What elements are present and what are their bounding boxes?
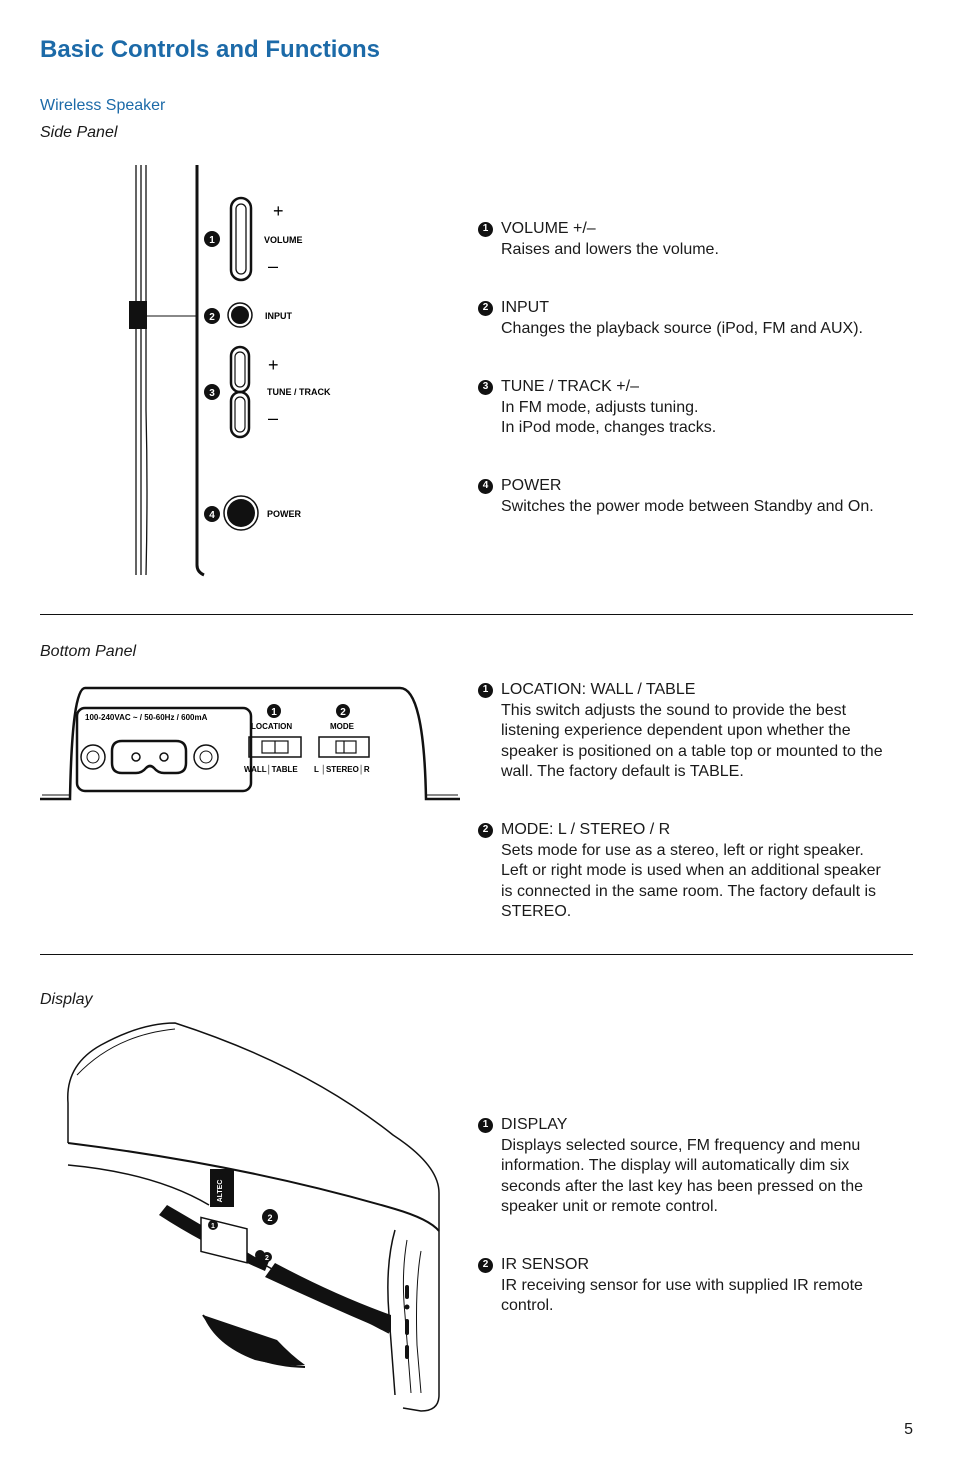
page-title: Basic Controls and Functions [40, 36, 381, 63]
number-badge: 1 [478, 683, 493, 698]
number-badge: 2 [478, 1258, 493, 1273]
volume-minus-label: – [268, 256, 279, 276]
section-divider [40, 954, 913, 955]
item-text: Switches the power mode between Standby and On. [501, 497, 874, 515]
callout-2: 2 [267, 1213, 273, 1223]
item-text: IR receiving sensor for use with supplied IR remote [501, 1276, 863, 1294]
side-panel-title: Side Panel [40, 124, 118, 141]
item-text: control. [501, 1297, 554, 1314]
tune-track-label: TUNE / TRACK [267, 387, 331, 397]
item-text: listening experience dependent upon whether the [501, 722, 851, 739]
item-text: information. The display will automatically dim six [501, 1157, 850, 1174]
tune-plus-label: + [268, 355, 279, 375]
wall-table-label: WALL│TABLE [244, 765, 298, 774]
item-text: Left or right mode is used when an additional speaker [501, 862, 881, 879]
side-item-power [478, 476, 908, 517]
callout-1-small: 1 [211, 1223, 215, 1230]
mode-label: MODE [330, 722, 354, 731]
number-badge: 3 [478, 380, 493, 395]
callout-3: 3 [209, 388, 215, 399]
display-item-display [478, 1115, 908, 1218]
bottom-item-location [478, 680, 908, 783]
item-heading: MODE: L / STEREO / R [501, 821, 671, 838]
item-text: is connected in the same room. The factory default is [501, 882, 877, 900]
item-text: STEREO. [501, 903, 572, 920]
item-text: Displays selected source, FM frequency and menu [501, 1136, 861, 1154]
callout-1: 1 [271, 707, 277, 718]
item-heading: DISPLAY [501, 1116, 568, 1133]
number-badge: 4 [478, 479, 493, 494]
item-text: In FM mode, adjusts tuning. [501, 398, 699, 416]
bottom-item-mode [478, 820, 908, 923]
number-badge: 2 [478, 823, 493, 838]
callout-1: 1 [209, 235, 215, 246]
item-heading: TUNE / TRACK +/– [501, 378, 639, 395]
item-text: wall. The factory default is TABLE. [501, 763, 744, 780]
tune-minus-label: – [268, 408, 279, 428]
item-text: seconds after the last key has been pressed on the [501, 1177, 864, 1195]
altec-logo-text: ALTEC [217, 1179, 224, 1203]
item-text: This switch adjusts the sound to provide the best [501, 701, 847, 719]
item-heading: POWER [501, 477, 562, 494]
bottom-panel-diagram [40, 680, 462, 805]
page-number: 5 [904, 1421, 913, 1438]
side-item-volume [478, 219, 908, 260]
speaker-front-diagram [55, 1015, 445, 1415]
section-title: Wireless Speaker [40, 97, 166, 114]
side-panel-diagram [100, 160, 360, 580]
side-item-input [478, 298, 908, 339]
item-text: Changes the playback source (iPod, FM and AUX). [501, 319, 863, 337]
item-heading: LOCATION: WALL / TABLE [501, 681, 696, 698]
callout-2: 2 [209, 312, 215, 323]
l-stereo-r-label: L │STEREO│R [314, 765, 370, 774]
item-text: In iPod mode, changes tracks. [501, 419, 717, 436]
item-heading: VOLUME +/– [501, 220, 596, 237]
number-badge: 1 [478, 222, 493, 237]
item-text: Sets mode for use as a stereo, left or right speaker. [501, 841, 864, 859]
side-item-tune [478, 377, 908, 439]
section-divider [40, 614, 913, 615]
item-heading: IR SENSOR [501, 1256, 590, 1273]
volume-plus-label: + [273, 201, 284, 221]
item-text: Raises and lowers the volume. [501, 240, 719, 258]
power-rating-label: 100-240VAC ~ / 50-60Hz / 600mA [85, 713, 208, 722]
input-label: INPUT [265, 311, 292, 321]
item-heading: INPUT [501, 299, 549, 316]
callout-4: 4 [209, 510, 215, 521]
display-title: Display [40, 991, 93, 1008]
item-text: speaker is positioned on a table top or mounted to the [501, 742, 883, 760]
number-badge: 1 [478, 1118, 493, 1133]
power-label: POWER [267, 509, 302, 519]
callout-2-small: 2 [265, 1255, 269, 1262]
location-label: LOCATION [251, 722, 293, 731]
item-text: speaker unit or remote control. [501, 1198, 718, 1215]
volume-label: VOLUME [264, 235, 303, 245]
number-badge: 2 [478, 301, 493, 316]
bottom-panel-title: Bottom Panel [40, 643, 137, 660]
display-item-ir-sensor [478, 1255, 908, 1317]
callout-2: 2 [340, 707, 346, 718]
